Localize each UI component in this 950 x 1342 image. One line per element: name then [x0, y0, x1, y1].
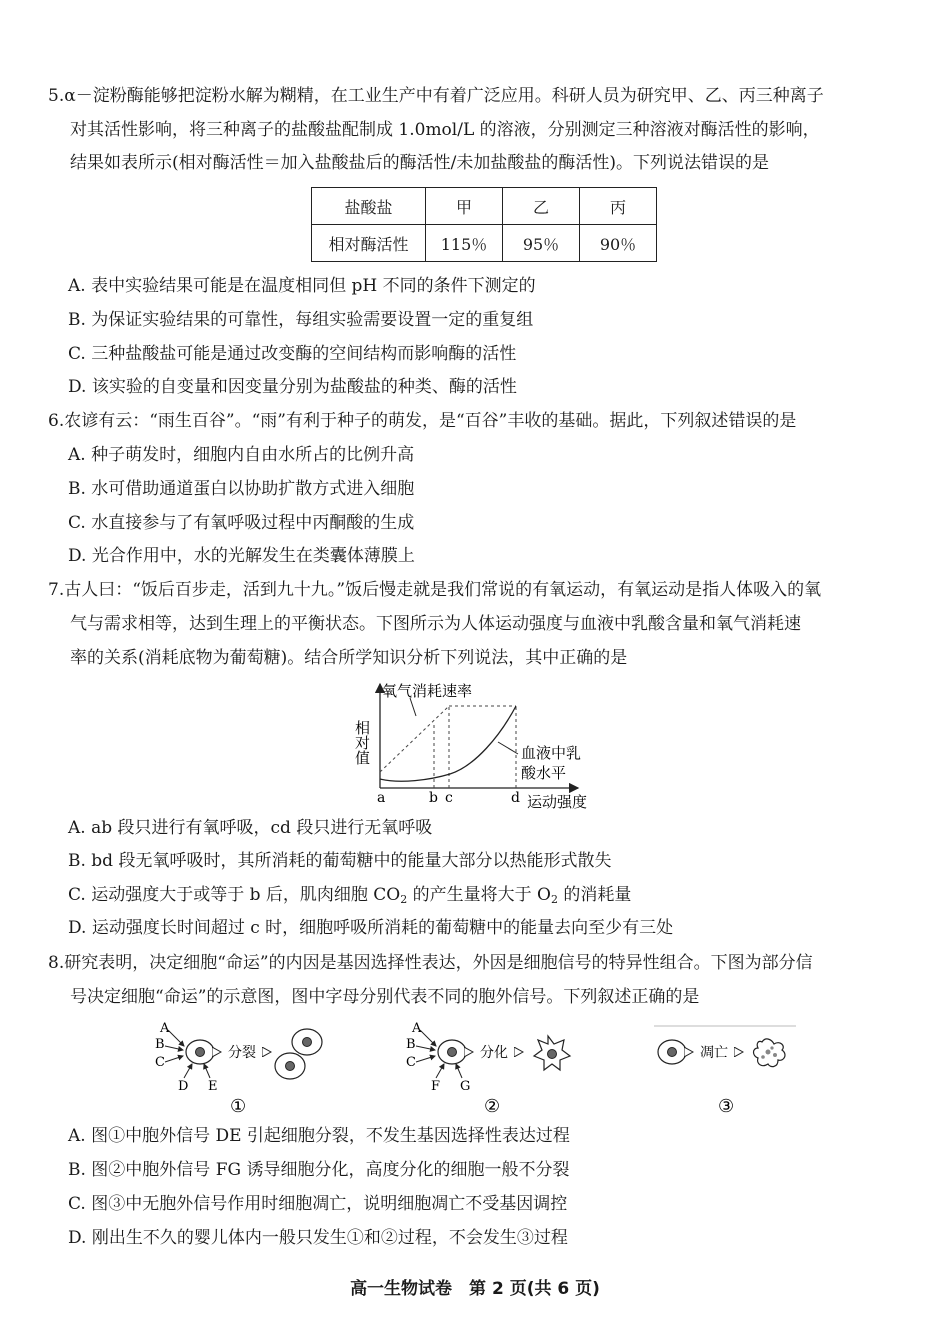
- signal-arrow: [416, 1056, 435, 1062]
- signal-arrow: [436, 1064, 444, 1078]
- table-row: [312, 225, 657, 262]
- q8-diagram-apoptosis: [650, 1018, 800, 1118]
- q6-option-d: D. 光合作用中，水的光解发生在类囊体薄膜上: [68, 546, 415, 566]
- q7-option-d: D. 运动强度长时间超过 c 时，细胞呼吸所消耗的葡萄糖中的能量去向至少有三处: [68, 918, 674, 938]
- nucleus: [548, 1050, 557, 1059]
- q8-option-c: C. 图③中无胞外信号作用时细胞凋亡，说明细胞凋亡不受基因调控: [68, 1194, 568, 1214]
- q8-diagram-differentiation: [398, 1018, 578, 1118]
- signal-letter-g: G: [460, 1079, 471, 1094]
- q6-option-a: A. 种子萌发时，细胞内自由水所占的比例升高: [68, 445, 415, 465]
- table-cell: 95％: [503, 225, 580, 262]
- q8-diagram-division: [150, 1018, 330, 1118]
- signal-letter-c: C: [155, 1055, 165, 1070]
- q6-option-b: B. 水可借助通道蛋白以协助扩散方式进入细胞: [68, 479, 415, 499]
- q5-stem-line-1: 5.α－淀粉酶能够把淀粉水解为糊精，在工业生产中有着广泛应用。科研人员为研究甲、乙、丙三种离子: [48, 86, 824, 106]
- table-cell: 丙: [580, 188, 657, 225]
- tick-c: c: [445, 790, 453, 806]
- lactate-curve: [380, 706, 516, 781]
- q7-option-b: B. bd 段无氧呼吸时，其所消耗的葡萄糖中的能量大部分以热能形式散失: [68, 851, 612, 871]
- process-label-apoptosis: 凋亡: [700, 1045, 728, 1061]
- signal-arrow: [165, 1056, 183, 1062]
- signal-arrow: [168, 1030, 184, 1046]
- q7-graph: [350, 676, 610, 812]
- y-axis-label: [353, 720, 371, 765]
- q8-stem-line-2: 号决定细胞“命运”的示意图，图中字母分别代表不同的胞外信号。下列叙述正确的是: [70, 987, 700, 1007]
- q5-option-a: A. 表中实验结果可能是在温度相同但 pH 不同的条件下测定的: [68, 276, 536, 296]
- nucleus: [668, 1048, 677, 1057]
- nucleus: [196, 1048, 205, 1057]
- fragment: [770, 1046, 773, 1049]
- nucleus: [303, 1038, 312, 1047]
- tick-d: d: [511, 790, 520, 806]
- q7-stem-line-2: 气与需求相等，达到生理上的平衡状态。下图所示为人体运动强度与血液中乳酸含量和氧气消耗速: [70, 614, 801, 634]
- signal-letter-c: C: [406, 1055, 416, 1070]
- o2-pointer: [410, 698, 416, 716]
- diagram-number: ②: [484, 1096, 501, 1117]
- q7-option-a: A. ab 段只进行有氧呼吸，cd 段只进行无氧呼吸: [68, 818, 433, 838]
- signal-arrow: [456, 1064, 462, 1078]
- table-cell: 盐酸盐: [312, 188, 426, 225]
- q5-stem-line-3: 结果如表所示(相对酶活性＝加入盐酸盐后的酶活性/未加盐酸盐的酶活性)。下列说法错误的是: [70, 153, 769, 173]
- signal-letter-d: D: [178, 1079, 189, 1094]
- diagram-number: ①: [230, 1096, 247, 1117]
- q5-option-c: C. 三种盐酸盐可能是通过改变酶的空间结构而影响酶的活性: [68, 344, 517, 364]
- q5-stem-line-2: 对其活性影响，将三种离子的盐酸盐配制成 1.0mol/L 的溶液，分别测定三种溶液对酶活性的影响，: [70, 120, 820, 140]
- q6-stem: 6.农谚有云：“雨生百谷”。“雨”有利于种子的萌发，是“百谷”丰收的基础。据此，下列叙述错误的是: [48, 411, 797, 431]
- q7-option-c-part1: C. 运动强度大于或等于 b 后，肌肉细胞 CO: [68, 885, 401, 905]
- q8-option-d: D. 刚出生不久的婴儿体内一般只发生①和②过程，不会发生③过程: [68, 1228, 568, 1248]
- x-axis-label: 运动强度: [527, 793, 588, 811]
- y-label-text: 相对值: [353, 720, 371, 765]
- o2-label: 氧气消耗速率: [382, 682, 473, 700]
- signal-arrow: [204, 1064, 210, 1078]
- signal-letter-a: A: [160, 1021, 170, 1036]
- signal-arrow: [165, 1046, 183, 1050]
- lactate-label-2: 酸水平: [521, 764, 567, 782]
- q8-option-b: B. 图②中胞外信号 FG 诱导细胞分化，高度分化的细胞一般不分裂: [68, 1160, 570, 1180]
- q5-option-b: B. 为保证实验结果的可靠性，每组实验需要设置一定的重复组: [68, 310, 534, 330]
- nucleus: [286, 1062, 295, 1071]
- q7-option-c: [68, 882, 928, 908]
- fragment: [766, 1050, 771, 1055]
- o2-subscript: 2: [551, 893, 558, 906]
- q6-option-c: C. 水直接参与了有氧呼吸过程中丙酮酸的生成: [68, 513, 415, 533]
- signal-letter-b: B: [406, 1037, 416, 1052]
- co2-subscript: 2: [400, 893, 408, 906]
- signal-arrow: [184, 1064, 192, 1078]
- q7-stem-line-1: 7.古人曰：“饭后百步走，活到九十九。”饭后慢走就是我们常说的有氧运动，有氧运动是指人体吸入的氧: [48, 580, 822, 600]
- lactate-pointer: [498, 742, 518, 754]
- signal-arrow: [420, 1030, 436, 1046]
- nucleus: [448, 1048, 457, 1057]
- q5-results-table: [311, 187, 657, 262]
- q5-option-d: D. 该实验的自变量和因变量分别为盐酸盐的种类、酶的活性: [68, 377, 517, 397]
- page-footer: 高一生物试卷 第 2 页(共 6 页): [350, 1279, 600, 1299]
- tick-b: b: [429, 790, 438, 806]
- q8-option-a: A. 图①中胞外信号 DE 引起细胞分裂，不发生基因选择性表达过程: [68, 1126, 570, 1146]
- q8-stem-line-1: 8.研究表明，决定细胞“命运”的内因是基因选择性表达，外因是细胞信号的特异性组合。下图为部分信: [48, 953, 813, 973]
- process-label-division: 分裂: [228, 1045, 256, 1061]
- table-cell: 乙: [503, 188, 580, 225]
- fragment: [761, 1055, 765, 1059]
- signal-letter-e: E: [208, 1079, 218, 1094]
- o2-curve: [380, 706, 449, 772]
- q7-option-c-part3: 的消耗量: [558, 885, 632, 905]
- diagram-number: ③: [718, 1096, 735, 1117]
- process-label-differentiation: 分化: [480, 1045, 508, 1061]
- signal-arrow: [416, 1046, 435, 1050]
- table-cell: 相对酶活性: [312, 225, 426, 262]
- lactate-label-1: 血液中乳: [521, 744, 582, 762]
- table-cell: 90％: [580, 225, 657, 262]
- signal-letter-f: F: [431, 1079, 441, 1094]
- signal-letter-b: B: [155, 1037, 165, 1052]
- fragment: [773, 1053, 777, 1057]
- table-cell: 甲: [426, 188, 503, 225]
- q7-stem-line-3: 率的关系(消耗底物为葡萄糖)。结合所学知识分析下列说法，其中正确的是: [70, 648, 628, 668]
- table-header-row: [312, 188, 657, 225]
- tick-a: a: [377, 790, 386, 806]
- table-cell: 115％: [426, 225, 503, 262]
- signal-letter-a: A: [412, 1021, 422, 1036]
- q7-option-c-part2: 的产生量将大于 O: [407, 885, 551, 905]
